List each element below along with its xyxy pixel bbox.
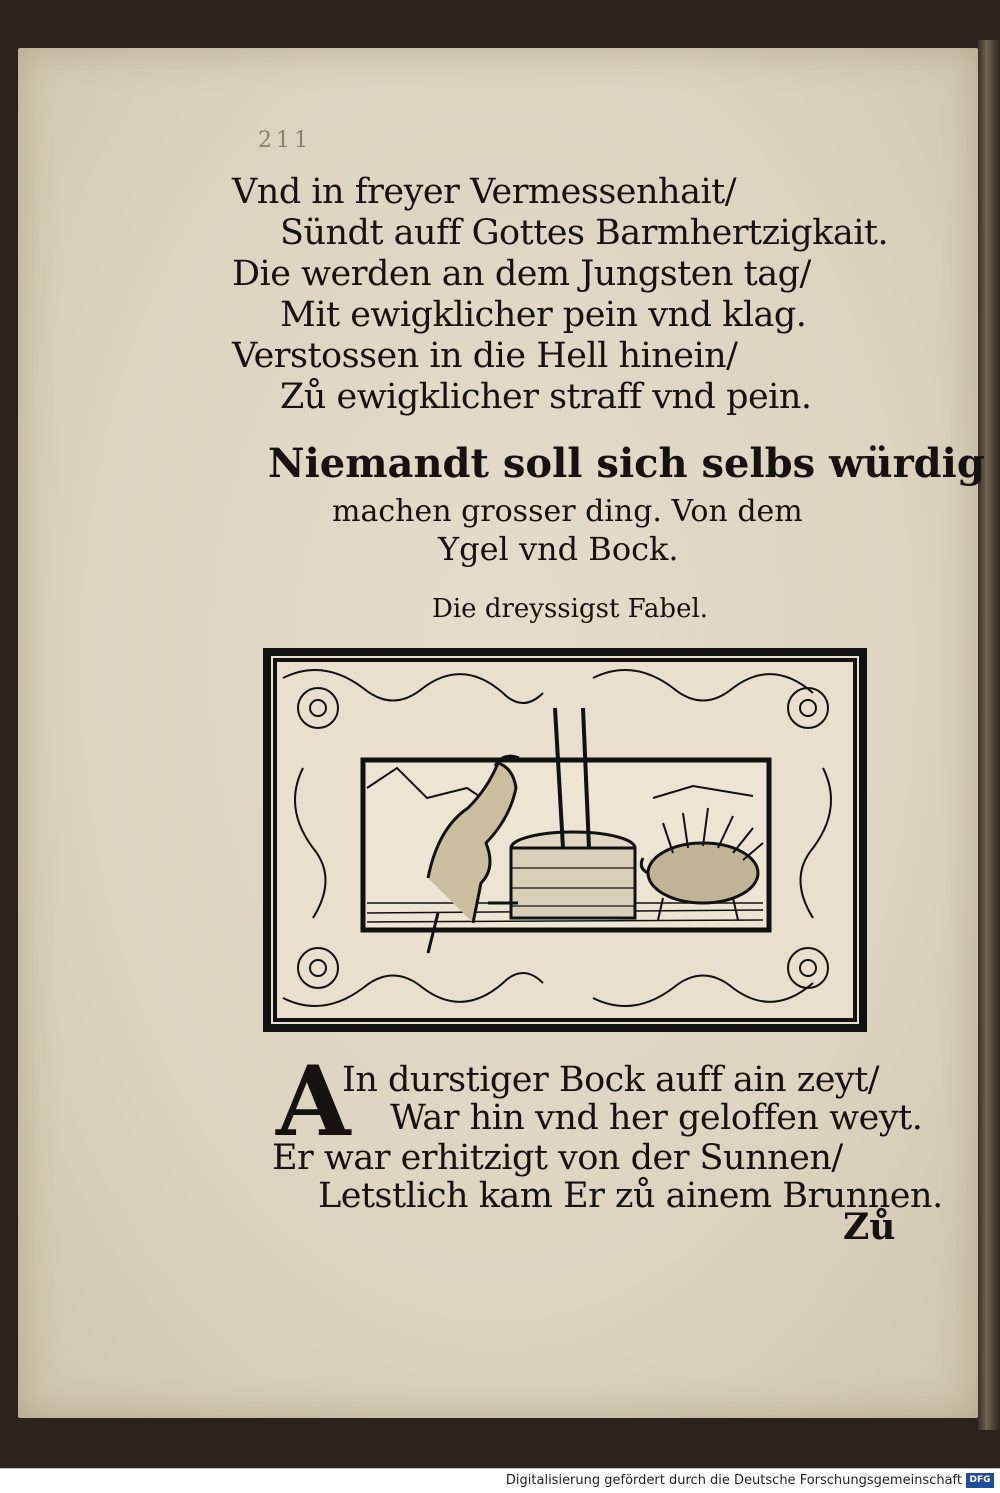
verse-line-6: Zů ewigklicher straff vnd pein.: [280, 377, 812, 417]
verse-line-3: Die werden an dem Jungsten tag/: [232, 254, 811, 294]
verse-line-4: Mit ewigklicher pein vnd klag.: [280, 295, 807, 335]
verse-line-5: Verstossen in die Hell hinein/: [232, 336, 738, 376]
fable-title-line-3: Ygel vnd Bock.: [438, 530, 679, 568]
fable-verse-line-3: Er war erhitzigt von der Sunnen/: [272, 1138, 843, 1178]
page-edge: [978, 40, 1000, 1430]
page-number: 211: [258, 128, 312, 153]
verse-line-1: Vnd in freyer Vermessenhait/: [232, 172, 736, 212]
fable-verse-line-1: In durstiger Bock auff ain zeyt/: [342, 1060, 880, 1100]
woodcut-illustration: [263, 648, 867, 1032]
dfg-logo-icon[interactable]: DFG: [966, 1473, 994, 1488]
footer-credit: Digitalisierung gefördert durch die Deutsche Forschungsgemeinschaft: [505, 1473, 962, 1488]
fable-verse-line-4: Letstlich kam Er zů ainem Brunnen.: [318, 1176, 943, 1216]
verse-line-2: Sündt auff Gottes Barmhertzigkait.: [280, 213, 889, 253]
fable-number: Die dreyssigst Fabel.: [432, 594, 709, 624]
catchword: Zů: [843, 1206, 896, 1248]
drop-cap-initial: A: [276, 1045, 351, 1158]
fable-verse-line-2: War hin vnd her geloffen weyt.: [390, 1098, 923, 1138]
fable-title-line-1: Niemandt soll sich selbs würdig: [268, 440, 985, 487]
footer-bar: [0, 1468, 1000, 1493]
fable-title-line-2: machen grosser ding. Von dem: [332, 494, 803, 529]
